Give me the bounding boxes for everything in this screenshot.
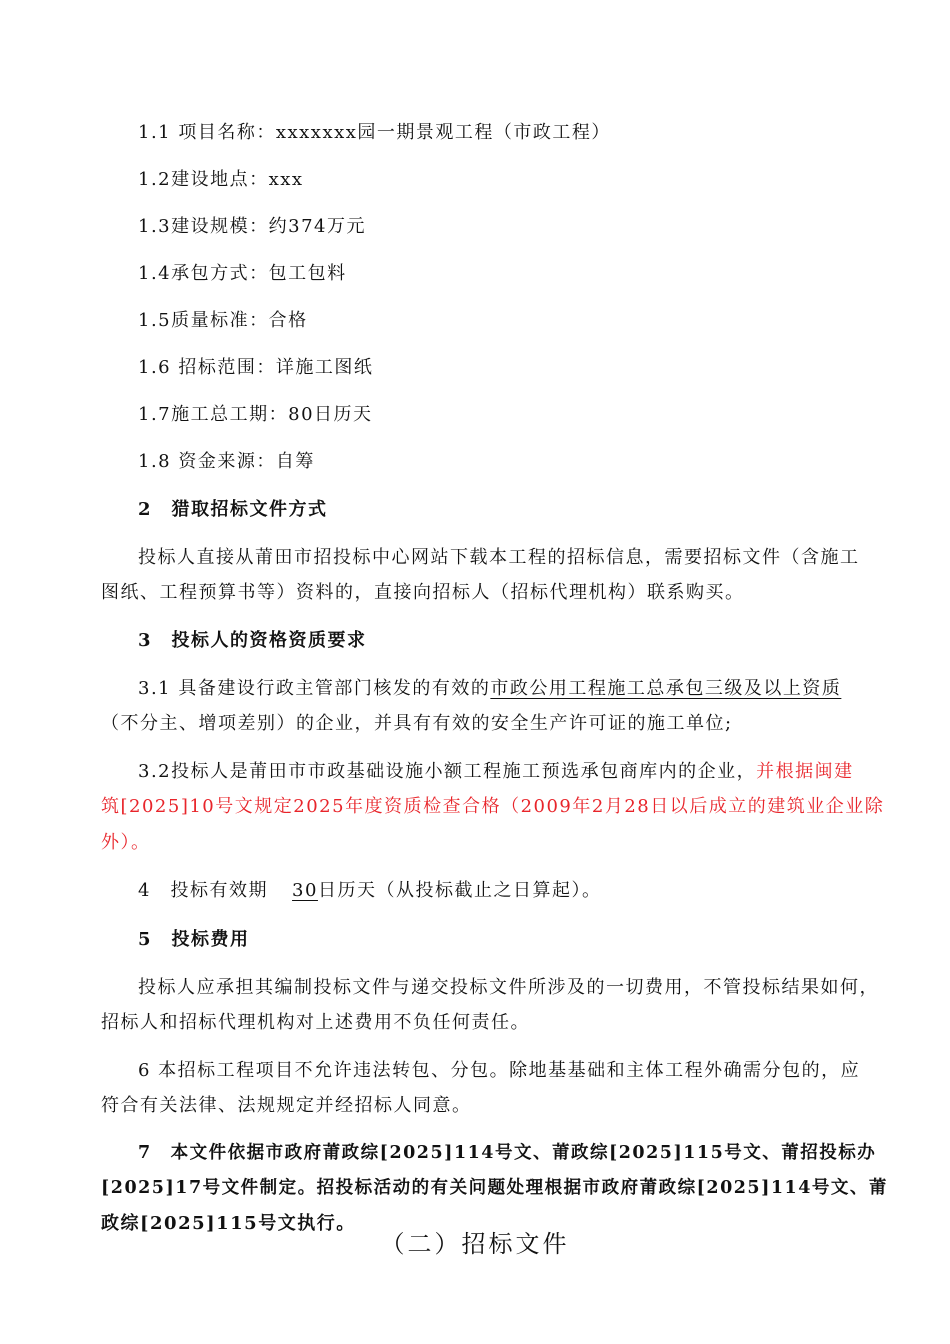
- requirement-3-2-red-text: 并根据闽建: [756, 761, 854, 782]
- section-3-heading: 3 投标人的资格资质要求: [138, 630, 367, 651]
- section-5-para-line-1: 投标人应承担其编制投标文件与递交投标文件所涉及的一切费用，不管投标结果如何，: [138, 977, 879, 998]
- requirement-3-1-line-2: （不分主、增项差别）的企业，并具有有效的安全生产许可证的施工单位;: [101, 713, 733, 734]
- item-1-6: 1.6 招标范围：详施工图纸: [138, 357, 374, 378]
- requirement-3-2-line-1: [138, 757, 854, 783]
- section-6-para-line-1: 6 本招标工程项目不允许违法转包、分包。除地基基础和主体工程外确需分包的，应: [138, 1060, 861, 1081]
- section-7-para-line-1: 7 本文件依据市政府莆政综[2025]114号文、莆政综[2025]115号文、莆招投标办: [138, 1143, 877, 1163]
- requirement-3-1-line-1: [138, 674, 841, 700]
- item-1-5: 1.5质量标准：合格: [138, 310, 308, 331]
- item-1-2: 1.2建设地点：xxx: [138, 169, 304, 190]
- item-1-7: 1.7施工总工期：80日历天: [138, 404, 373, 425]
- requirement-3-2-text: 3.2投标人是莆田市市政基础设施小额工程施工预选承包商库内的企业，: [138, 761, 757, 782]
- requirement-3-1-text: 3.1 具备建设行政主管部门核发的有效的: [138, 678, 491, 699]
- requirement-3-2-line-3: 外）。: [101, 832, 151, 853]
- section-5-para-line-2: 招标人和招标代理机构对上述费用不负任何责任。: [101, 1012, 530, 1033]
- validity-suffix: 日历天（从投标截止之日算起）。: [317, 880, 602, 901]
- item-1-3: 1.3建设规模：约374万元: [138, 216, 366, 237]
- validity-value: 30: [292, 880, 318, 901]
- item-1-4: 1.4承包方式：包工包料: [138, 263, 347, 284]
- section-title: （二）招标文件: [380, 1230, 570, 1258]
- section-7-para-line-3: 政综[2025]115号文执行。: [101, 1213, 356, 1234]
- section-2-heading: 2 猎取招标文件方式: [138, 499, 328, 520]
- section-5-heading: 5 投标费用: [138, 929, 250, 950]
- section-7-para-line-2: [2025]17号文件制定。招投标活动的有关问题处理根据市政府莆政综[2025]114号文、莆: [101, 1178, 888, 1198]
- section-2-para-line-2: 图纸、工程预算书等）资料的，直接向招标人（招标代理机构）联系购买。: [101, 582, 745, 603]
- requirement-3-2-line-2: 筑[2025]10号文规定2025年度资质检查合格（2009年2月28日以后成立的建筑业企业除: [101, 796, 885, 817]
- validity-label: 4 投标有效期: [138, 880, 268, 901]
- section-2-para-line-1: 投标人直接从莆田市招投标中心网站下载本工程的招标信息，需要招标文件（含施工: [138, 547, 860, 568]
- qualification-underlined: 市政公用工程施工总承包三级及以上资质: [490, 678, 842, 699]
- item-1-8: 1.8 资金来源：自筹: [138, 451, 315, 472]
- item-1-1: 1.1 项目名称：xxxxxxx园一期景观工程（市政工程）: [138, 122, 611, 143]
- section-6-para-line-2: 符合有关法律、法规规定并经招标人同意。: [101, 1095, 472, 1116]
- section-4-validity: [138, 876, 601, 902]
